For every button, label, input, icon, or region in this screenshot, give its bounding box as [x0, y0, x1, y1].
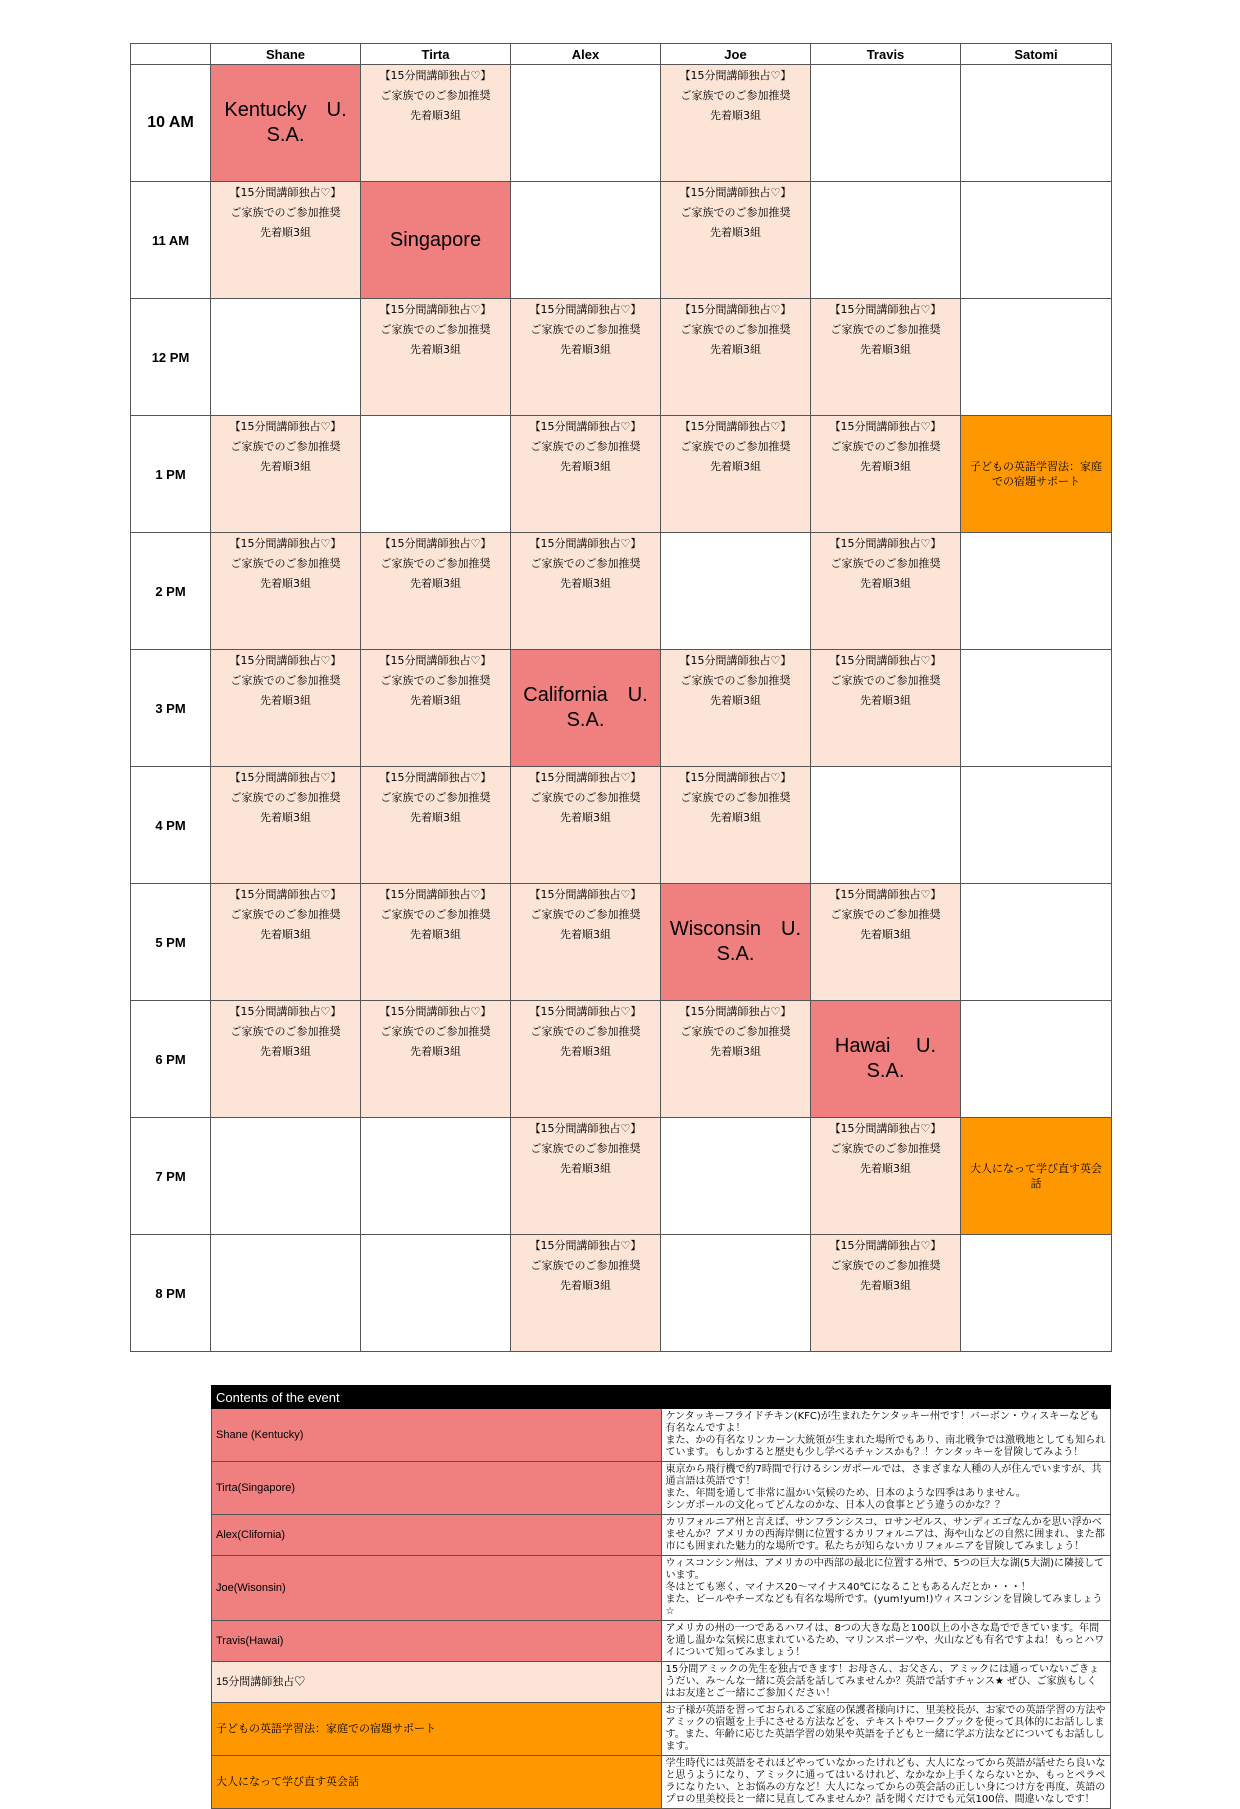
description-line: 15分間アミックの先生を独占できます！お母さん、お父さん、アミックには通っていないごきょうだい、み～んな一緒に英会話を話してみませんか？英語で話すチャンス★ ぜひ、ご家族もしくはお友達とご一緒にご参加ください！: [665, 1664, 1100, 1699]
private-lesson-slot: [211, 650, 361, 767]
slot-text: ご家族でのご参加推奨: [380, 791, 491, 804]
slot-text: ご家族でのご参加推奨: [530, 440, 641, 453]
slot-text: 先着順3組: [260, 577, 311, 590]
legend-item-name: 子どもの英語学習法：家庭での宿題サポート: [212, 1703, 662, 1756]
private-lesson-slot: [511, 1118, 661, 1235]
instructor-header-shane: Shane: [211, 44, 361, 65]
slot-text: 先着順3組: [860, 577, 911, 590]
empty-cell: [511, 65, 661, 182]
slot-text: ご家族でのご参加推奨: [380, 557, 491, 570]
private-lesson-slot: [361, 299, 511, 416]
legend-item-name: Joe(Wisonsin): [212, 1556, 662, 1621]
seminar-cell: [961, 416, 1112, 533]
instructor-header-joe: Joe: [661, 44, 811, 65]
slot-text: ご家族でのご参加推奨: [230, 674, 341, 687]
time-row: [131, 1001, 1112, 1118]
slot-text: 先着順3組: [560, 460, 611, 473]
private-lesson-slot: [511, 767, 661, 884]
legend-item-description: [661, 1756, 1111, 1809]
slot-text: 先着順3組: [860, 343, 911, 356]
slot-text: 先着順3組: [560, 577, 611, 590]
private-lesson-slot: [511, 299, 661, 416]
seminar-label: 大人になって学び直す英会話: [970, 1162, 1102, 1190]
slot-text: 【15分間講師独占♡】: [529, 1122, 642, 1135]
seminar-label: 子どもの英語学習法：家庭での宿題サポート: [970, 460, 1102, 488]
empty-cell: [811, 767, 961, 884]
description-line: また、ビールやチーズなども有名な場所です。(yum!yum!)ウィスコンシンを冒険してみましょう☆: [665, 1594, 1103, 1617]
time-row: [131, 1118, 1112, 1235]
slot-text: 先着順3組: [710, 343, 761, 356]
slot-text: 【15分間講師独占♡】: [229, 1005, 342, 1018]
private-lesson-slot: [211, 767, 361, 884]
slot-text: 先着順3組: [410, 811, 461, 824]
legend-header-row: [212, 1386, 1111, 1409]
legend-row: [212, 1756, 1111, 1809]
legend-item-name: Shane (Kentucky): [212, 1409, 662, 1462]
private-lesson-slot: [361, 65, 511, 182]
slot-text: 【15分間講師独占♡】: [529, 888, 642, 901]
private-lesson-slot: [211, 416, 361, 533]
slot-text: ご家族でのご参加推奨: [380, 674, 491, 687]
private-lesson-slot: [511, 1001, 661, 1118]
slot-text: 先着順3組: [860, 460, 911, 473]
slot-text: 【15分間講師独占♡】: [829, 537, 942, 550]
empty-cell: [661, 533, 811, 650]
instructor-header-tirta: Tirta: [361, 44, 511, 65]
time-label: 4 PM: [131, 767, 211, 884]
slot-text: 【15分間講師独占♡】: [679, 420, 792, 433]
description-line: また、年間を通して非常に温かい気候のため、日本のような四季はありません。: [665, 1488, 1026, 1499]
time-row: [131, 182, 1112, 299]
empty-cell: [811, 65, 961, 182]
country-session-cell: [811, 1001, 961, 1118]
private-lesson-slot: [511, 1235, 661, 1352]
description-line: お子様が英語を習っておられるご家庭の保護者様向けに、里美校長が、お家での英語学習の方法やアミックの宿題を上手にさせる方法などを、テキストやワークブックを使って具体的にお話しします。また、年齢に応じた英語学習の効果や英語を子どもと一緒に学ぶ方法などについてもお話しします。: [665, 1705, 1106, 1752]
slot-text: ご家族でのご参加推奨: [230, 206, 341, 219]
time-label: 3 PM: [131, 650, 211, 767]
legend-item-name: 大人になって学び直す英会話: [212, 1756, 662, 1809]
time-label: 7 PM: [131, 1118, 211, 1235]
private-lesson-slot: [211, 533, 361, 650]
slot-text: 【15分間講師独占♡】: [829, 1239, 942, 1252]
slot-text: ご家族でのご参加推奨: [530, 1025, 641, 1038]
slot-text: 先着順3組: [560, 1279, 611, 1292]
slot-text: 先着順3組: [710, 109, 761, 122]
empty-cell: [961, 182, 1112, 299]
slot-text: ご家族でのご参加推奨: [680, 206, 791, 219]
time-label: 1 PM: [131, 416, 211, 533]
slot-text: 先着順3組: [260, 460, 311, 473]
slot-text: 【15分間講師独占♡】: [829, 303, 942, 316]
private-lesson-slot: [661, 65, 811, 182]
schedule-header-row: [131, 44, 1112, 65]
country-label: Wisconsin U. S.A.: [669, 918, 802, 965]
slot-text: ご家族でのご参加推奨: [380, 89, 491, 102]
empty-cell: [361, 1235, 511, 1352]
description-line: 東京から飛行機で約7時間で行けるシンガポールでは、さまざまな人種の人が住んでいますが、共通言語は英語です！: [665, 1464, 1102, 1487]
country-session-cell: [511, 650, 661, 767]
description-line: ケンタッキーフライドチキン(KFC)が生まれたケンタッキー州です！バーボン・ウィスキーなども有名なんですよ！: [665, 1411, 1100, 1434]
slot-text: ご家族でのご参加推奨: [830, 440, 941, 453]
private-lesson-slot: [811, 1118, 961, 1235]
empty-cell: [961, 1001, 1112, 1118]
description-line: ウィスコンシン州は、アメリカの中西部の最北に位置する州で、5つの巨大な湖(5大湖)に隣接しています。: [665, 1558, 1105, 1581]
empty-cell: [361, 1118, 511, 1235]
private-lesson-slot: [811, 299, 961, 416]
country-label: Kentucky U. S.A.: [224, 99, 347, 146]
time-row: [131, 1235, 1112, 1352]
slot-text: ご家族でのご参加推奨: [830, 557, 941, 570]
empty-cell: [961, 299, 1112, 416]
slot-text: ご家族でのご参加推奨: [830, 674, 941, 687]
legend-item-description: [661, 1515, 1111, 1556]
legend-row: [212, 1556, 1111, 1621]
slot-text: 先着順3組: [410, 1045, 461, 1058]
instructor-header-travis: Travis: [811, 44, 961, 65]
slot-text: 先着順3組: [260, 928, 311, 941]
slot-text: ご家族でのご参加推奨: [380, 1025, 491, 1038]
slot-text: 先着順3組: [410, 577, 461, 590]
slot-text: 先着順3組: [710, 226, 761, 239]
private-lesson-slot: [361, 533, 511, 650]
slot-text: 先着順3組: [560, 1045, 611, 1058]
slot-text: 【15分間講師独占♡】: [379, 771, 492, 784]
legend-row: [212, 1662, 1111, 1703]
country-label: Hawai U. S.A.: [834, 1035, 937, 1082]
slot-text: 【15分間講師独占♡】: [529, 537, 642, 550]
slot-text: 【15分間講師独占♡】: [229, 420, 342, 433]
slot-text: 【15分間講師独占♡】: [229, 186, 342, 199]
private-lesson-slot: [511, 533, 661, 650]
description-line: カリフォルニア州と言えば、サンフランシスコ、ロサンゼルス、サンディエゴなんかを思い浮かべませんか？アメリカの西海岸側に位置するカリフォルニアは、海や山などの自然に囲まれ、また都市にも囲まれた魅力的な場所です。私たちが知らないカリフォルニアを冒険してみましょう！: [665, 1517, 1105, 1552]
slot-text: 先着順3組: [410, 694, 461, 707]
legend-title: Contents of the event: [212, 1386, 1111, 1409]
time-label: 12 PM: [131, 299, 211, 416]
slot-text: ご家族でのご参加推奨: [530, 323, 641, 336]
legend-row: [212, 1462, 1111, 1515]
country-session-cell: [211, 65, 361, 182]
time-row: [131, 650, 1112, 767]
private-lesson-slot: [661, 182, 811, 299]
slot-text: 【15分間講師独占♡】: [829, 420, 942, 433]
private-lesson-slot: [511, 884, 661, 1001]
private-lesson-slot: [661, 1001, 811, 1118]
time-row: [131, 299, 1112, 416]
empty-cell: [511, 182, 661, 299]
slot-text: ご家族でのご参加推奨: [680, 674, 791, 687]
slot-text: 【15分間講師独占♡】: [529, 1239, 642, 1252]
legend-item-description: [661, 1662, 1111, 1703]
slot-text: 【15分間講師独占♡】: [229, 771, 342, 784]
slot-text: 【15分間講師独占♡】: [379, 69, 492, 82]
slot-text: 先着順3組: [860, 1279, 911, 1292]
slot-text: ご家族でのご参加推奨: [680, 323, 791, 336]
private-lesson-slot: [361, 767, 511, 884]
private-lesson-slot: [511, 416, 661, 533]
private-lesson-slot: [811, 416, 961, 533]
legend-item-name: Tirta(Singapore): [212, 1462, 662, 1515]
slot-text: 【15分間講師独占♡】: [679, 654, 792, 667]
private-lesson-slot: [811, 650, 961, 767]
slot-text: ご家族でのご参加推奨: [530, 557, 641, 570]
instructor-header-satomi: Satomi: [961, 44, 1112, 65]
slot-text: ご家族でのご参加推奨: [680, 791, 791, 804]
private-lesson-slot: [661, 767, 811, 884]
slot-text: ご家族でのご参加推奨: [530, 1259, 641, 1272]
slot-text: ご家族でのご参加推奨: [230, 908, 341, 921]
empty-cell: [361, 416, 511, 533]
slot-text: 【15分間講師独占♡】: [379, 303, 492, 316]
empty-cell: [211, 1235, 361, 1352]
time-row: [131, 65, 1112, 182]
slot-text: 先着順3組: [710, 694, 761, 707]
empty-cell: [961, 767, 1112, 884]
private-lesson-slot: [661, 650, 811, 767]
legend-body: [212, 1409, 1111, 1809]
legend-row: [212, 1515, 1111, 1556]
slot-text: ご家族でのご参加推奨: [230, 791, 341, 804]
empty-cell: [211, 1118, 361, 1235]
schedule-body: [131, 65, 1112, 1352]
private-lesson-slot: [811, 884, 961, 1001]
slot-text: 先着順3組: [260, 811, 311, 824]
slot-text: 先着順3組: [710, 460, 761, 473]
slot-text: ご家族でのご参加推奨: [680, 440, 791, 453]
time-label: 2 PM: [131, 533, 211, 650]
time-label: 6 PM: [131, 1001, 211, 1118]
private-lesson-slot: [361, 650, 511, 767]
time-label: 10 AM: [131, 65, 211, 182]
slot-text: 先着順3組: [560, 343, 611, 356]
slot-text: 【15分間講師独占♡】: [529, 420, 642, 433]
slot-text: 【15分間講師独占♡】: [529, 771, 642, 784]
time-label: 8 PM: [131, 1235, 211, 1352]
slot-text: 先着順3組: [560, 811, 611, 824]
slot-text: ご家族でのご参加推奨: [830, 323, 941, 336]
private-lesson-slot: [661, 416, 811, 533]
empty-cell: [811, 182, 961, 299]
legend-item-description: [661, 1409, 1111, 1462]
slot-text: ご家族でのご参加推奨: [830, 908, 941, 921]
time-row: [131, 767, 1112, 884]
slot-text: 【15分間講師独占♡】: [829, 1122, 942, 1135]
slot-text: ご家族でのご参加推奨: [380, 908, 491, 921]
empty-cell: [961, 650, 1112, 767]
country-session-cell: [361, 182, 511, 299]
description-line: また、かの有名なリンカーン大統領が生まれた場所でもあり、南北戦争では激戦地としても知られています。もしかすると歴史も少し学べるチャンスかも？！ケンタッキーを冒険してみよう！: [665, 1435, 1106, 1458]
slot-text: 【15分間講師独占♡】: [679, 771, 792, 784]
slot-text: 先着順3組: [860, 1162, 911, 1175]
slot-text: ご家族でのご参加推奨: [830, 1259, 941, 1272]
slot-text: 【15分間講師独占♡】: [679, 1005, 792, 1018]
legend-row: [212, 1409, 1111, 1462]
slot-text: 先着順3組: [710, 1045, 761, 1058]
slot-text: ご家族でのご参加推奨: [230, 1025, 341, 1038]
legend-item-description: [661, 1462, 1111, 1515]
slot-text: 先着順3組: [410, 109, 461, 122]
corner-cell: [131, 44, 211, 65]
slot-text: ご家族でのご参加推奨: [230, 440, 341, 453]
time-row: [131, 884, 1112, 1001]
schedule-table: [130, 43, 1112, 1352]
private-lesson-slot: [811, 533, 961, 650]
slot-text: 【15分間講師独占♡】: [229, 888, 342, 901]
slot-text: 【15分間講師独占♡】: [679, 303, 792, 316]
empty-cell: [661, 1118, 811, 1235]
description-line: 冬はとても寒く、マイナス20～マイナス40℃になることもあるんだとか・・・！: [665, 1582, 1031, 1593]
slot-text: 先着順3組: [860, 928, 911, 941]
time-row: [131, 416, 1112, 533]
private-lesson-slot: [811, 1235, 961, 1352]
time-row: [131, 533, 1112, 650]
description-line: アメリカの州の一つであるハワイは、8つの大きな島と100以上の小さな島でできています。年間を通し温かな気候に恵まれているため、マリンスポーツや、火山なども有名ですよね！もっとハワイについて知ってみましょう！: [665, 1623, 1105, 1658]
slot-text: 先着順3組: [410, 343, 461, 356]
slot-text: 【15分間講師独占♡】: [679, 186, 792, 199]
slot-text: 【15分間講師独占♡】: [529, 1005, 642, 1018]
slot-text: ご家族でのご参加推奨: [230, 557, 341, 570]
empty-cell: [961, 1235, 1112, 1352]
legend-item-description: [661, 1556, 1111, 1621]
time-label: 11 AM: [131, 182, 211, 299]
legend-item-name: Travis(Hawai): [212, 1621, 662, 1662]
empty-cell: [961, 884, 1112, 1001]
private-lesson-slot: [211, 182, 361, 299]
slot-text: 先着順3組: [710, 811, 761, 824]
slot-text: 先着順3組: [860, 694, 911, 707]
slot-text: 【15分間講師独占♡】: [829, 654, 942, 667]
empty-cell: [211, 299, 361, 416]
seminar-cell: [961, 1118, 1112, 1235]
slot-text: ご家族でのご参加推奨: [680, 1025, 791, 1038]
slot-text: ご家族でのご参加推奨: [530, 908, 641, 921]
slot-text: 先着順3組: [260, 226, 311, 239]
slot-text: 【15分間講師独占♡】: [229, 537, 342, 550]
slot-text: 【15分間講師独占♡】: [379, 654, 492, 667]
private-lesson-slot: [211, 884, 361, 1001]
slot-text: ご家族でのご参加推奨: [830, 1142, 941, 1155]
slot-text: 先着順3組: [260, 694, 311, 707]
private-lesson-slot: [661, 299, 811, 416]
slot-text: 先着順3組: [410, 928, 461, 941]
slot-text: 【15分間講師独占♡】: [379, 1005, 492, 1018]
private-lesson-slot: [361, 884, 511, 1001]
slot-text: 【15分間講師独占♡】: [379, 537, 492, 550]
slot-text: 先着順3組: [260, 1045, 311, 1058]
description-line: シンガポールの文化ってどんなのかな、日本人の食事とどう違うのかな？？: [665, 1500, 1006, 1511]
slot-text: 【15分間講師独占♡】: [679, 69, 792, 82]
description-line: 学生時代には英語をそれほどやっていなかったけれども、大人になってから英語が話せたら良いなと思うようになり、アミックに通ってはいるけれど、なかなか上手くならないとか、もっとペラペラになりたい、とお悩みの方など！大人になってからの英会話の正しい身につけ方を再度、英語のプロの里美校長と一緒に見直してみませんか？話を聞くだけでも元気100倍、間違いなしです！: [665, 1758, 1106, 1805]
country-session-cell: [661, 884, 811, 1001]
instructor-header-alex: Alex: [511, 44, 661, 65]
legend-row: [212, 1621, 1111, 1662]
slot-text: 【15分間講師独占♡】: [229, 654, 342, 667]
empty-cell: [961, 65, 1112, 182]
empty-cell: [661, 1235, 811, 1352]
legend-item-name: Alex(Clifornia): [212, 1515, 662, 1556]
legend-item-name: 15分間講師独占♡: [212, 1662, 662, 1703]
country-label: California U. S.A.: [523, 684, 648, 731]
slot-text: 先着順3組: [560, 1162, 611, 1175]
legend-item-description: [661, 1621, 1111, 1662]
time-label: 5 PM: [131, 884, 211, 1001]
legend-table: [211, 1385, 1111, 1809]
slot-text: 先着順3組: [560, 928, 611, 941]
empty-cell: [961, 533, 1112, 650]
slot-text: ご家族でのご参加推奨: [530, 791, 641, 804]
private-lesson-slot: [361, 1001, 511, 1118]
slot-text: 【15分間講師独占♡】: [529, 303, 642, 316]
slot-text: 【15分間講師独占♡】: [829, 888, 942, 901]
slot-text: ご家族でのご参加推奨: [530, 1142, 641, 1155]
country-label: Singapore: [389, 228, 482, 251]
private-lesson-slot: [211, 1001, 361, 1118]
slot-text: 【15分間講師独占♡】: [379, 888, 492, 901]
legend-row: [212, 1703, 1111, 1756]
slot-text: ご家族でのご参加推奨: [380, 323, 491, 336]
legend-item-description: [661, 1703, 1111, 1756]
slot-text: ご家族でのご参加推奨: [680, 89, 791, 102]
